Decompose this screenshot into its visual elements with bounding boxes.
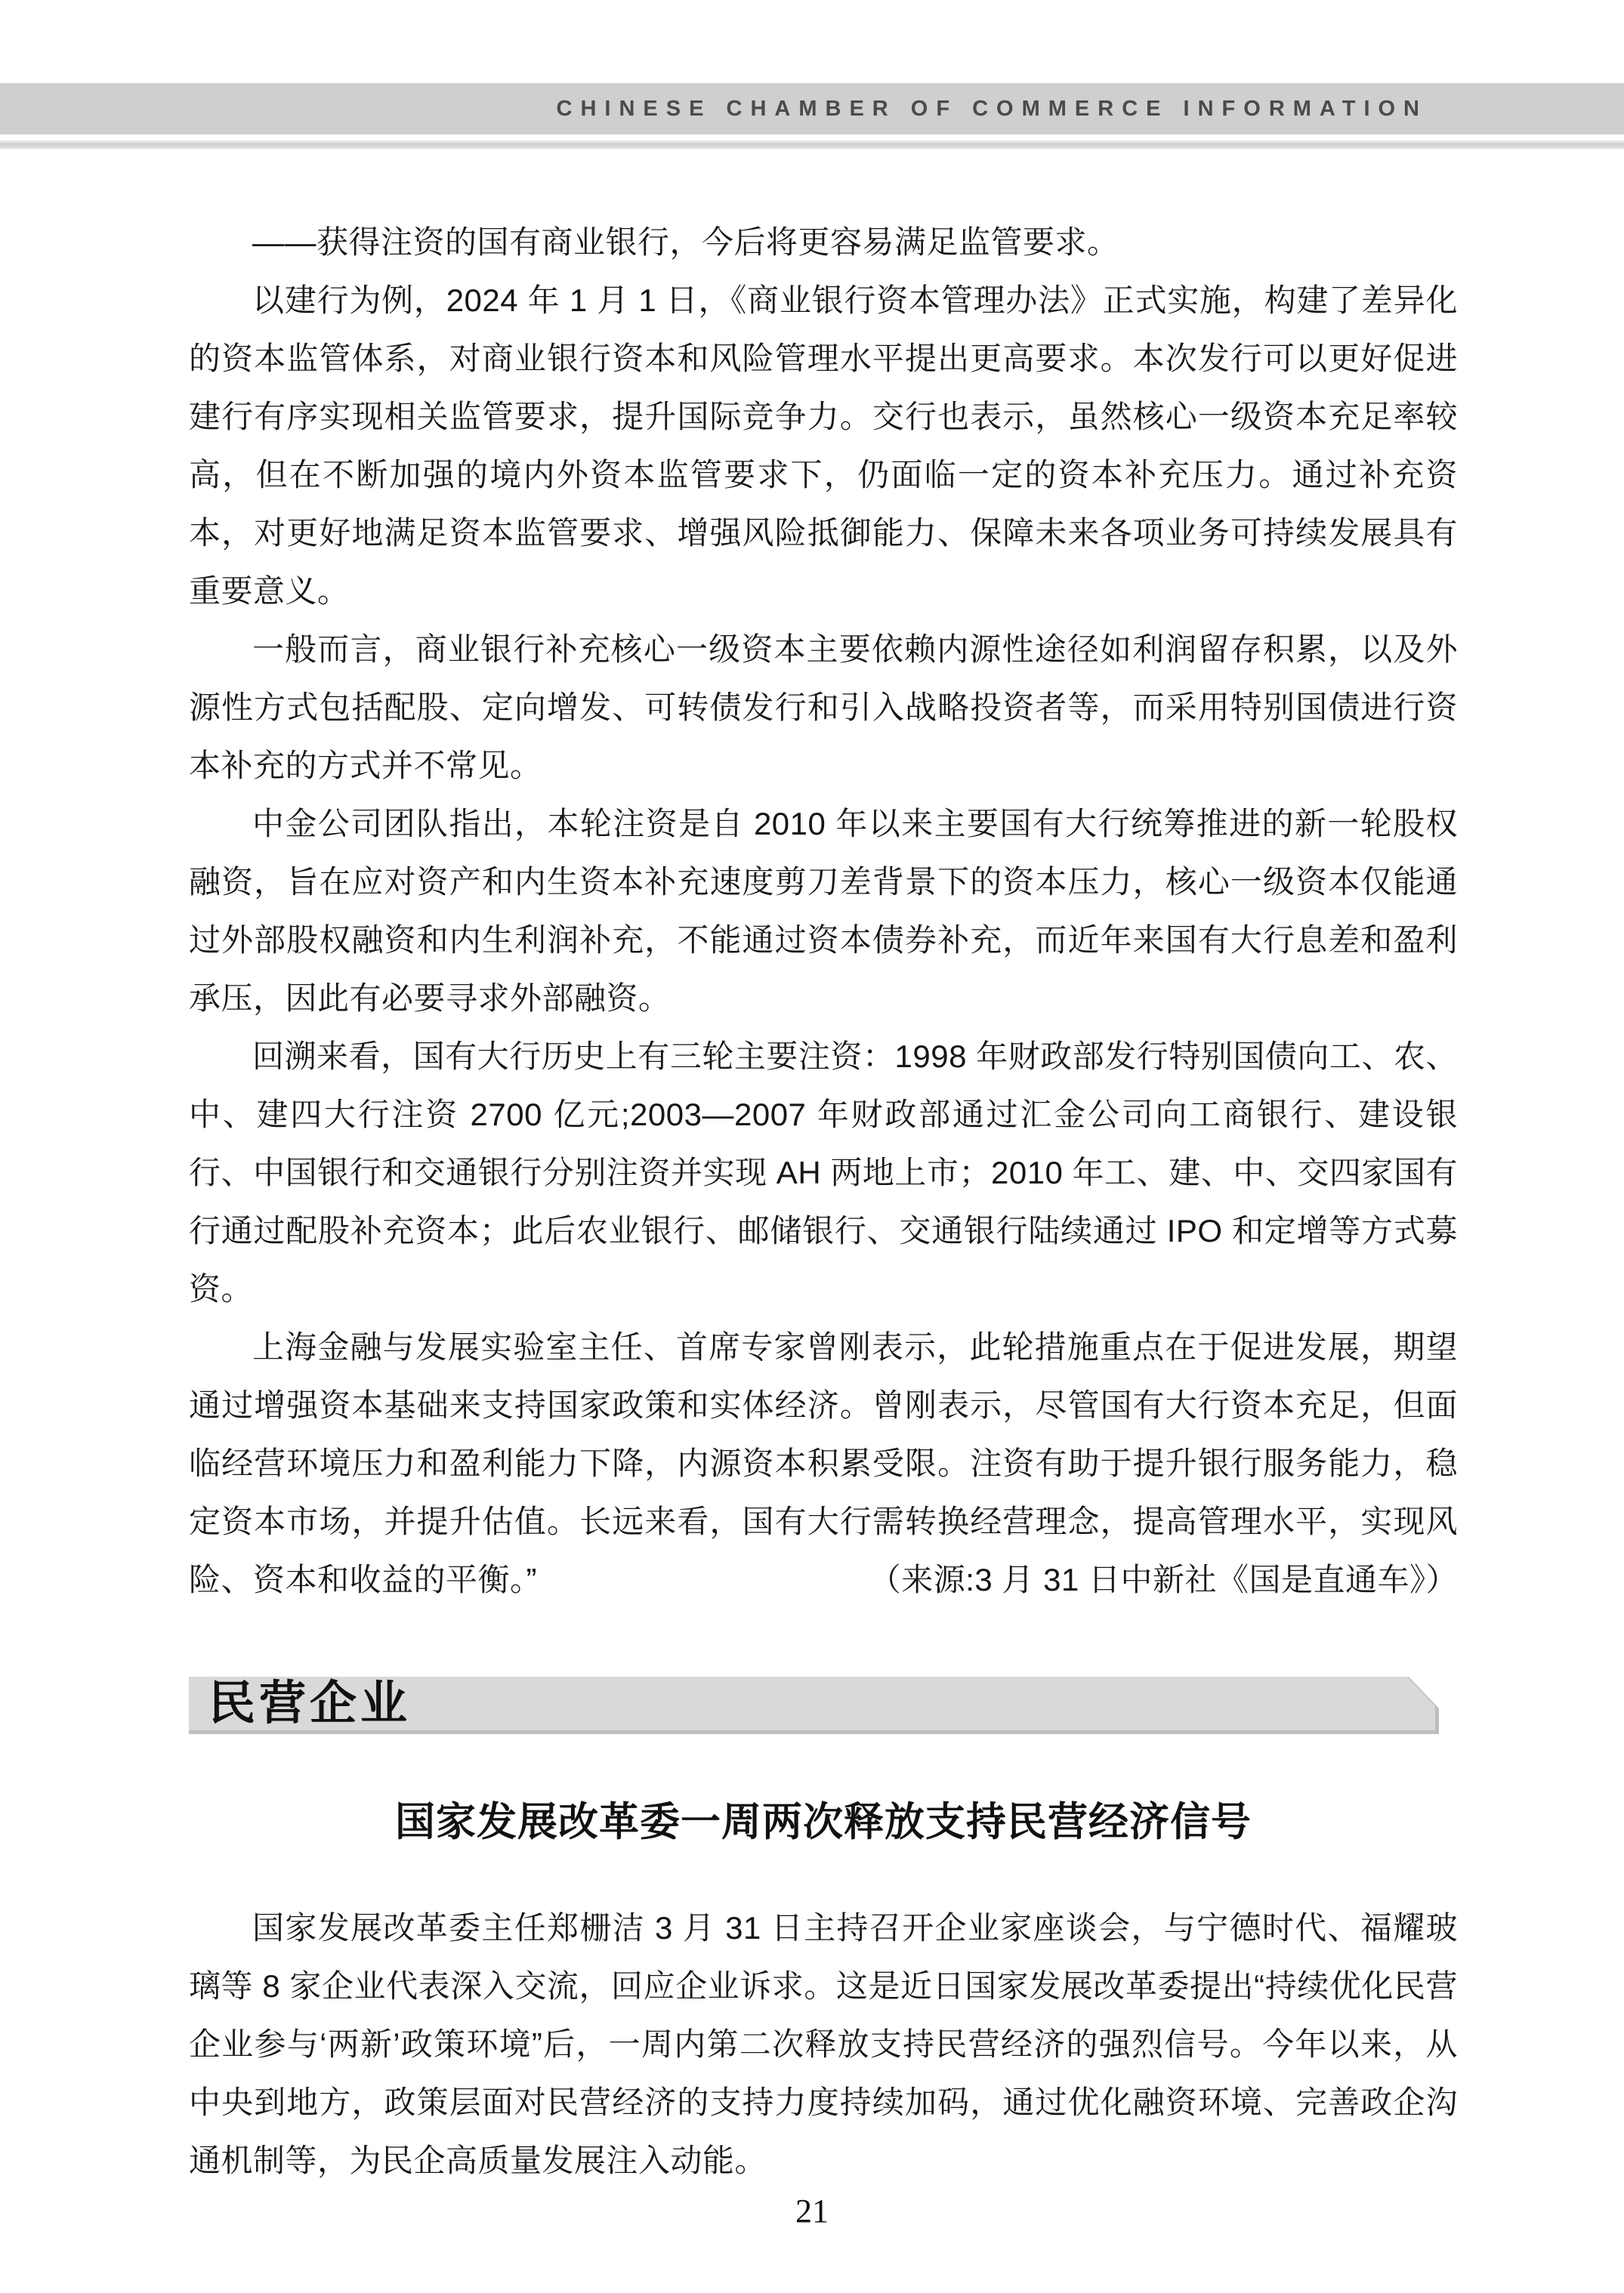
section-header-bar: [189, 1677, 1439, 1734]
article2-paragraph-1: 国家发展改革委主任郑栅洁 3 月 31 日主持召开企业家座谈会，与宁德时代、福耀玻璃等 8 家企业代表深入交流，回应企业诉求。这是近日国家发展改革委提出“持续优化民营企业参与‘两新’政策环境”后，一周内第二次释放支持民营经济的强烈信号。今年以来，从中央到地方，政策层面对民营经济的支持力度持续加码，通过优化融资环境、完善政企沟通机制等，为民企高质量发展注入动能。: [189, 1910, 1458, 2178]
header-banner-rule: [0, 140, 1624, 149]
article2-title: 国家发展改革委一周两次释放支持民营经济信号: [395, 1800, 1252, 1844]
section-title: 民营企业: [208, 1678, 412, 1730]
article1-paragraph-3: 一般而言，商业银行补充核心一级资本主要依赖内源性途径如利润留存积累，以及外源性方式包括配股、定向增发、可转债发行和引入战略投资者等，而采用特别国债进行资本补充的方式并不常见。: [189, 631, 1458, 783]
article1-paragraph-2: 以建行为例，2024 年 1 月 1 日，《商业银行资本管理办法》正式实施，构建了差异化的资本监管体系，对商业银行资本和风险管理水平提出更高要求。本次发行可以更好促进建行有序实现相关监管要求，提升国际竞争力。交行也表示，虽然核心一级资本充足率较高，但在不断加强的境内外资本监管要求下，仍面临一定的资本补充压力。通过补充资本，对更好地满足资本监管要求、增强风险抵御能力、保障未来各项业务可持续发展具有重要意义。: [189, 282, 1458, 609]
article1-paragraph-1: ——获得注资的国有商业银行，今后将更容易满足监管要求。: [252, 224, 1119, 260]
article1-paragraph-6: [189, 1318, 1458, 1609]
page-content: [189, 213, 1458, 2190]
page-number: 21: [795, 2193, 829, 2230]
header-banner-bar: [0, 83, 1624, 134]
source-attribution: （来源:3 月 31 日中新社《国是直通车》）: [869, 1562, 1458, 1597]
header-banner-text: CHINESE CHAMBER OF COMMERCE INFORMATION: [556, 97, 1428, 121]
article1-paragraph-4: 中金公司团队指出，本轮注资是自 2010 年以来主要国有大行统筹推进的新一轮股权融资，旨在应对资产和内生资本补充速度剪刀差背景下的资本压力，核心一级资本仅能通过外部股权融资和内生利润补充，不能通过资本债券补充，而近年来国有大行息差和盈利承压，因此有必要寻求外部融资。: [189, 806, 1458, 1016]
article1-paragraph-5: 回溯来看，国有大行历史上有三轮主要注资：1998 年财政部发行特别国债向工、农、中、建四大行注资 2700 亿元;2003—2007 年财政部通过汇金公司向工商银行、建设银行、中国银行和交通银行分别注资并实现 AH 两地上市；2010 年工、建、中、交四家国有行通过配股补充资本；此后农业银行、邮储银行、交通银行陆续通过 IPO 和定增等方式募资。: [189, 1038, 1458, 1307]
article1-paragraph-6-text: 上海金融与发展实验室主任、首席专家曾刚表示，此轮措施重点在于促进发展，期望通过增强资本基础来支持国家政策和实体经济。曾刚表示，尽管国有大行资本充足，但面临经营环境压力和盈利能力下降，内源资本积累受限。注资有助于提升银行服务能力，稳定资本市场，并提升估值。长远来看，国有大行需转换经营理念，提高管理水平，实现风险、资本和收益的平衡。”: [189, 1329, 1458, 1597]
